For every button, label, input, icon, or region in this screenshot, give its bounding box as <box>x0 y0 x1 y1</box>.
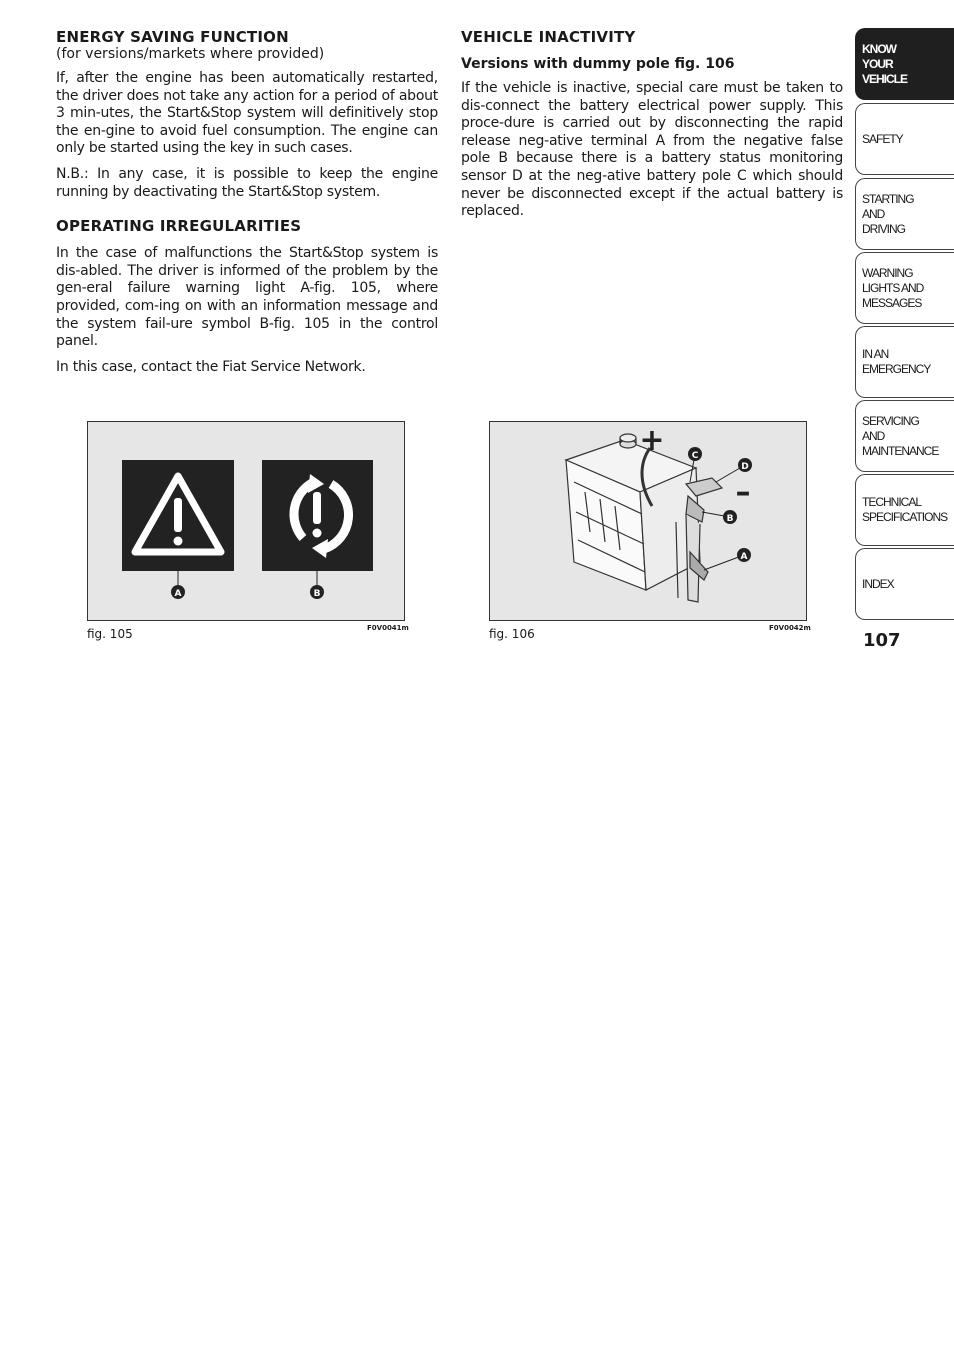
tab-label: IN AN EMERGENCY <box>862 347 931 376</box>
tab-in-an-emergency[interactable] <box>855 326 954 398</box>
vehicle-inactivity-heading: VEHICLE INACTIVITY <box>461 28 636 46</box>
callout-a-label: A <box>174 589 182 599</box>
figure-105 <box>87 421 405 621</box>
negative-pole-symbol: – <box>735 475 751 510</box>
tab-label: STARTING AND DRIVING <box>862 191 914 236</box>
callout-b-label: B <box>313 589 321 599</box>
tab-starting-and-driving[interactable] <box>855 178 954 250</box>
tab-warning-lights-and-messages[interactable] <box>855 252 954 324</box>
callout-c-label: C <box>691 451 699 461</box>
tab-index[interactable] <box>855 548 954 620</box>
figure-106-caption: fig. 106 <box>489 627 535 641</box>
tab-label: KNOW YOUR VEHICLE <box>862 41 908 86</box>
tab-technical-specifications[interactable] <box>855 474 954 546</box>
dummy-pole-subheading: Versions with dummy pole fig. 106 <box>461 56 735 72</box>
start-stop-failure-icon <box>262 460 373 571</box>
callout-b-label: B <box>726 514 734 524</box>
callout-a-label: A <box>740 552 748 562</box>
battery-drawing <box>490 422 806 620</box>
positive-pole-symbol: + <box>639 423 665 458</box>
operating-irregularities-heading: OPERATING IRREGULARITIES <box>56 217 302 236</box>
figure-105-code: F0V0041m <box>367 624 409 632</box>
figure-106 <box>489 421 807 621</box>
figure-105-drawing <box>88 422 404 620</box>
tab-safety[interactable] <box>855 103 954 175</box>
tab-label: SERVICING AND MAINTENANCE <box>862 413 939 458</box>
energy-saving-heading: ENERGY SAVING FUNCTION <box>56 28 289 46</box>
tab-know-your-vehicle[interactable] <box>855 28 954 100</box>
tab-label: WARNING LIGHTS AND MESSAGES <box>862 265 924 310</box>
callout-d-label: D <box>741 462 749 472</box>
left-column <box>56 28 438 384</box>
energy-saving-note: N.B.: In any case, it is possible to keep the engine running by deactivating the Start&Stop system. <box>56 165 438 200</box>
energy-saving-subheading: (for versions/markets where provided) <box>56 46 325 62</box>
figure-106-code: F0V0042m <box>769 624 811 632</box>
figure-105-caption: fig. 105 <box>87 627 133 641</box>
tab-label: SAFETY <box>862 131 903 146</box>
tab-servicing-and-maintenance[interactable] <box>855 400 954 472</box>
warning-triangle-icon <box>122 460 234 571</box>
vehicle-inactivity-paragraph: If the vehicle is inactive, special care must be taken to dis-connect the battery electrical power supply. This proce-dure is carried out by disconnecting the rapid release neg-ative terminal A from the negative false pole B because there is a battery status monitoring sensor D at the neg-ative battery pole C which should never be disconnected except if the actual battery is replaced. <box>461 80 843 220</box>
right-column <box>461 28 843 229</box>
energy-saving-paragraph-1: If, after the engine has been automatically restarted, the driver does not take any action for a period of about 3 min-utes, the Start&Stop system will definitively stop the en-gine to avoid fuel consumption. The engine can only be started using the key in such cases. <box>56 70 438 157</box>
operating-irregularities-paragraph-2: In this case, contact the Fiat Service Network. <box>56 358 366 375</box>
tab-label: TECHNICAL SPECIFICATIONS <box>862 495 948 524</box>
operating-irregularities-paragraph-1: In the case of malfunctions the Start&Stop system is dis-abled. The driver is informed of the problem by the gen-eral failure warning light A-fig. 105, where provided, com-ing on with an information message and the system fail-ure symbol B-fig. 105 in the control panel. <box>56 245 438 350</box>
tab-label: INDEX <box>862 576 894 591</box>
page-number: 107 <box>863 630 901 651</box>
